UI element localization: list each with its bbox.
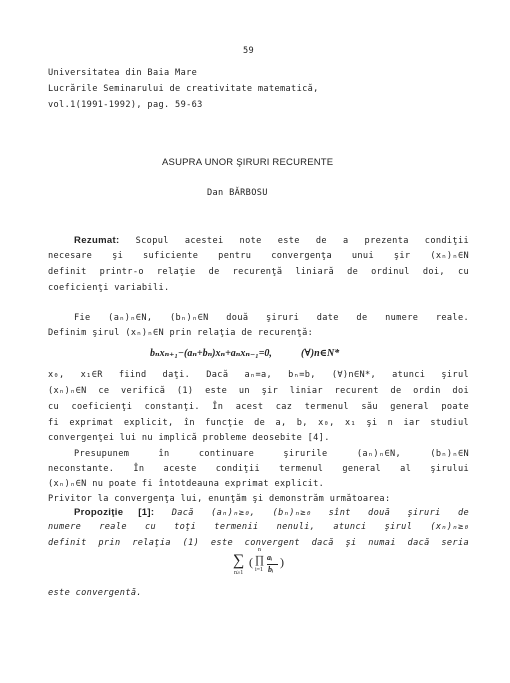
product-superscript: n bbox=[258, 547, 261, 553]
page-number: 59 bbox=[243, 46, 255, 56]
header-line-1: Universitatea din Baia Mare bbox=[48, 68, 198, 78]
para3-line-4: Privitor la convergenţa lui, enunţăm şi demonstrăm următoarea: bbox=[48, 494, 391, 504]
closing-line: este convergentă. bbox=[48, 588, 142, 598]
para2-line-3: cu coeficienţi constanţi. În acest caz termenul său general poate bbox=[48, 402, 469, 412]
series-formula bbox=[233, 547, 293, 582]
proposition-line-3: definit prin relaţia (1) este convergent dacă şi numai dacă seria bbox=[48, 538, 469, 548]
header-line-2: Lucrările Seminarului de creativitate matematică, bbox=[48, 84, 319, 94]
abstract-label: Rezumat: bbox=[74, 235, 120, 246]
fraction-denominator: bᵢ bbox=[268, 565, 274, 574]
right-paren: ) bbox=[280, 555, 284, 569]
sum-sign: ∑ bbox=[233, 552, 245, 569]
para2-line-5: convergenţei lui nu implică probleme deosebite [4]. bbox=[48, 433, 330, 443]
header-line-3: vol.1(1991-1992), pag. 59-63 bbox=[48, 100, 203, 110]
sum-subscript: n≥1 bbox=[234, 570, 244, 576]
paper-author: Dan BĂRBOSU bbox=[207, 188, 268, 198]
proposition-label: Propoziţie [1]: bbox=[74, 507, 155, 518]
product-sign: ∏ bbox=[255, 554, 265, 566]
equation-body: bₙxₙ₊₁−(aₙ+bₙ)xₙ+aₙxₙ₋₁=0, bbox=[150, 348, 272, 359]
abstract-line-3: definit printr-o relaţie de recurenţă liniară de ordinul doi, cu bbox=[48, 267, 469, 277]
para3-line-2: neconstante. În aceste condiţii termenul general al şirului bbox=[48, 464, 469, 474]
fraction-numerator: aᵢ bbox=[267, 553, 273, 562]
proposition-line-2: numere reale cu toţi termenii nenuli, atunci şirul (xₙ)ₙ≥₀ bbox=[48, 522, 469, 532]
abstract-line-2: necesare şi suficiente pentru convergenţa unui şir (xₙ)ₙ∈N bbox=[48, 251, 469, 261]
equation-quantifier: (∀)n∈N* bbox=[301, 348, 340, 359]
left-paren: ( bbox=[249, 555, 253, 569]
para1-line-2: Definim şirul (xₙ)ₙ∈N prin relaţia de recurenţă: bbox=[48, 328, 314, 338]
abstract-line-4: coeficienţi variabili. bbox=[48, 283, 170, 293]
product-subscript: i=1 bbox=[255, 567, 264, 573]
para2-line-1: x₀, x₁∈R fiind daţi. Dacă aₙ=a, bₙ=b, (∀)n∈N*, atunci şirul bbox=[48, 370, 469, 380]
para1-line-1: Fie (aₙ)ₙ∈N, (bₙ)ₙ∈N două şiruri date de numere reale. bbox=[74, 313, 469, 323]
para2-line-2: (xₙ)ₙ∈N ce verifică (1) este un şir liniar recurent de ordin doi bbox=[48, 386, 469, 396]
para3-line-3: (xₙ)ₙ∈N nu poate fi întotdeauna exprimat explicit. bbox=[48, 479, 325, 489]
proposition-line-1: Dacă (aₙ)ₙ≥₀, (bₙ)ₙ≥₀ sînt două şiruri de bbox=[171, 508, 469, 518]
abstract-line-1: Scopul acestei note este de a prezenta condiţii bbox=[135, 236, 469, 246]
para2-line-4: fi exprimat explicit, în funcţie de a, b, x₀, x₁ şi n iar studiul bbox=[48, 418, 469, 428]
para3-line-1: Presupunem în continuare şirurile (aₙ)ₙ∈N, (bₙ)ₙ∈N bbox=[74, 449, 469, 459]
paper-title: ASUPRA UNOR ŞIRURI RECURENTE bbox=[162, 157, 334, 168]
